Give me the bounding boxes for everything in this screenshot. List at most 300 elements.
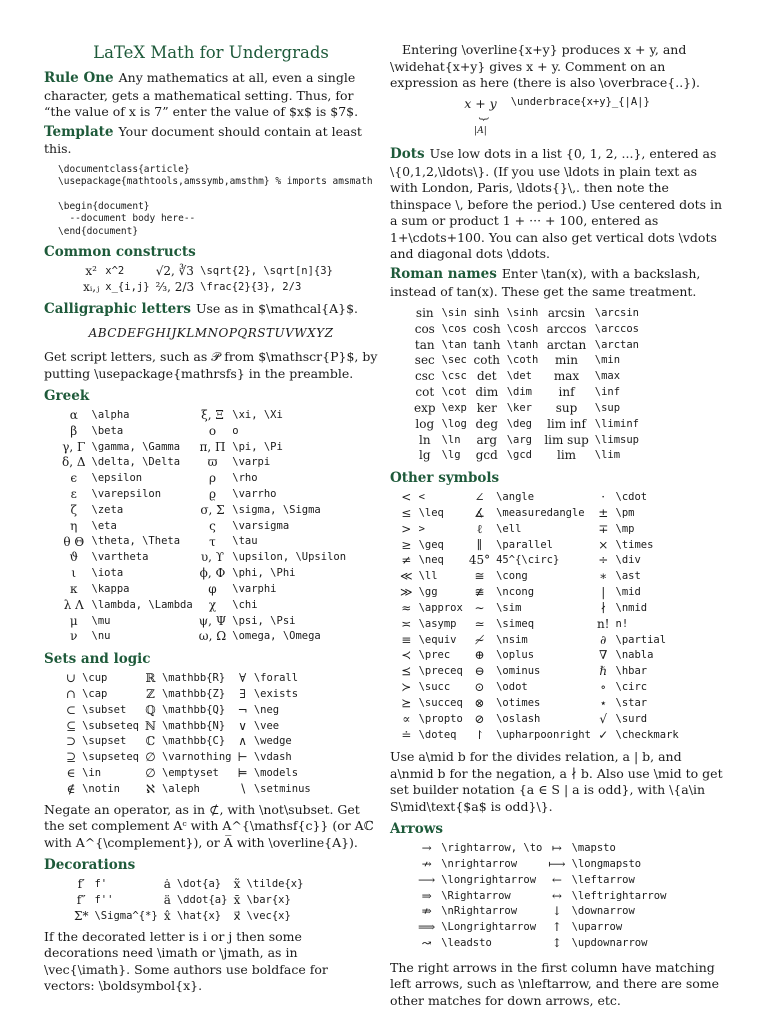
rendered-symbol: ∗: [599, 569, 608, 584]
latex-command: \ell: [496, 522, 522, 535]
latex-command: \downarrow: [571, 905, 635, 918]
other-symbol-row: [400, 680, 685, 696]
latex-command: \ncong: [496, 586, 535, 599]
latex-command: \forall: [253, 672, 299, 685]
latex-command: \arg: [506, 433, 532, 446]
latex-command: \theta, \Theta: [91, 535, 181, 548]
template-section: [44, 124, 378, 158]
latex-command: \log: [441, 417, 467, 430]
latex-command: \prec: [418, 649, 451, 662]
rendered-symbol: ≈: [401, 600, 412, 615]
rendered-symbol: ∖: [238, 781, 247, 796]
latex-command: \mapsto: [571, 842, 616, 855]
rendered-symbol: →: [421, 841, 432, 856]
other-symbol-row: [400, 633, 685, 649]
other-symbol-row: [400, 728, 685, 744]
latex-command: \hat{x}: [176, 909, 222, 922]
latex-command: \omega, \Omega: [232, 630, 321, 643]
rendered-symbol: β: [70, 423, 78, 438]
rendered-symbol: cosh: [472, 321, 501, 336]
other-symbol-row: [400, 569, 685, 585]
latex-command: \arccos: [594, 322, 640, 335]
page-title: LaTeX Math for Undergrads: [93, 43, 329, 62]
right-column: [390, 42, 724, 1012]
rendered-symbol: η: [70, 518, 78, 533]
rendered-symbol: ≤: [401, 505, 412, 520]
rendered-symbol: ∥: [476, 537, 483, 552]
rendered-symbol: ≻: [401, 680, 412, 695]
common-row: [83, 264, 339, 280]
rendered-symbol: ⇒: [421, 888, 432, 903]
latex-command: \supset: [82, 735, 127, 748]
latex-command: \max: [594, 370, 621, 383]
greek-row: [62, 629, 352, 645]
latex-command: \angle: [496, 491, 535, 504]
latex-command: \exists: [253, 687, 299, 700]
latex-command: \supseteq: [82, 751, 139, 764]
rendered-symbol: ∧: [238, 734, 248, 749]
rendered-symbol: σ, Σ: [200, 502, 225, 517]
rendered-symbol: ξ, Ξ: [201, 407, 224, 422]
other-symbol-row: [400, 522, 685, 538]
latex-command: \delta, \Delta: [91, 456, 181, 469]
rendered-symbol: min: [555, 353, 578, 368]
greek-row: [62, 455, 352, 471]
rendered-symbol: tanh: [473, 337, 501, 352]
rendered-symbol: ∤: [600, 600, 607, 615]
rendered-symbol: lg: [419, 448, 431, 463]
arrows-table: [418, 841, 672, 952]
rendered-symbol: ≍: [401, 616, 412, 631]
latex-command: \coth: [506, 354, 539, 367]
rendered-symbol: ∘: [600, 680, 607, 695]
rendered-symbol: ∈: [66, 766, 76, 781]
rendered-symbol: ∂: [600, 632, 607, 647]
rendered-symbol: ⊆: [66, 718, 77, 733]
latex-command: \tanh: [506, 338, 539, 351]
latex-command: \csc: [441, 370, 467, 383]
greek-row: [62, 424, 352, 440]
rendered-symbol: ∡: [474, 505, 485, 520]
latex-command: \parallel: [496, 538, 554, 551]
rendered-symbol: x⃗: [233, 908, 241, 923]
rendered-symbol: ∓: [598, 521, 609, 536]
rendered-symbol: dim: [475, 385, 499, 400]
rendered-symbol: sup: [555, 400, 578, 415]
latex-command: \longrightarrow: [441, 873, 537, 886]
latex-command: \sup: [594, 401, 621, 414]
latex-command: \limsup: [594, 433, 640, 446]
rendered-symbol: ν: [70, 629, 78, 644]
roman-row: [414, 417, 645, 433]
greek-row: [62, 440, 352, 456]
rendered-symbol: ⊇: [66, 750, 77, 765]
rendered-symbol: θ Θ: [63, 534, 85, 549]
decorations-after: If the decorated letter is i or j then some decorations need \imath or \jmath, as in \vec{\imath}. Some authors use boldface for vectors: \boldsymbol{x}.: [44, 928, 328, 994]
rendered-symbol: ⪯: [401, 664, 412, 679]
rendered-symbol: ∇: [599, 648, 608, 663]
rendered-symbol: ϖ: [207, 455, 218, 470]
latex-command: \lim: [594, 449, 621, 462]
latex-command: \otimes: [496, 696, 541, 709]
sets-logic-heading: Sets and logic: [44, 651, 151, 668]
latex-command: \varpi: [232, 456, 271, 469]
latex-command: \ast: [615, 570, 641, 583]
rendered-symbol: arctan: [546, 337, 587, 352]
other-symbol-row: [400, 664, 685, 680]
other-symbols-heading: Other symbols: [390, 470, 500, 487]
latex-command: \frac{2}{3}, 2/3: [200, 280, 302, 293]
latex-command: \exp: [441, 401, 467, 414]
sets-row: [66, 671, 317, 687]
rendered-symbol: ⊢: [237, 750, 248, 765]
rendered-symbol: ≺: [401, 648, 412, 663]
rendered-symbol: λ Λ: [63, 597, 84, 612]
rendered-symbol: ∅: [145, 750, 156, 765]
roman-section: [390, 266, 724, 300]
roman-row: [414, 433, 645, 449]
latex-command: \div: [615, 554, 641, 567]
latex-command: x_{i,j}: [105, 280, 150, 293]
latex-command: \subset: [82, 703, 127, 716]
latex-command: <: [418, 491, 425, 504]
latex-command: \mathbb{N}: [161, 719, 226, 732]
latex-command: \arcsin: [594, 306, 640, 319]
latex-command: \measuredangle: [496, 506, 585, 519]
rendered-symbol: ι: [71, 566, 77, 581]
latex-command: \ln: [441, 433, 461, 446]
rendered-symbol: ⟹: [418, 920, 436, 935]
other-symbols-table: [400, 490, 685, 743]
common-row: [83, 280, 339, 296]
rendered-symbol: ln: [418, 432, 431, 447]
sets-row: [66, 766, 317, 782]
latex-command: \varepsilon: [91, 488, 162, 500]
rendered-symbol: ±: [598, 505, 609, 520]
decoration-row: [74, 893, 309, 909]
other-symbol-row: [400, 712, 685, 728]
rendered-symbol: ⇏: [421, 904, 432, 919]
latex-command: \det: [506, 370, 532, 383]
roman-row: [414, 401, 645, 417]
latex-command: \simeq: [496, 617, 535, 630]
greek-table: [62, 408, 352, 645]
latex-command: o: [232, 424, 239, 437]
roman-heading: Roman names: [390, 265, 497, 282]
latex-command: \varrho: [232, 488, 277, 500]
rendered-symbol: ε: [70, 487, 77, 502]
rendered-symbol: γ, Γ: [62, 439, 86, 454]
rendered-symbol: ¬: [237, 702, 248, 717]
sets-logic-table: [66, 671, 317, 798]
latex-command: \sqrt{2}, \sqrt[n]{3}: [200, 264, 333, 277]
arrow-row: [418, 841, 672, 857]
latex-command: 45^{\circ}: [496, 554, 560, 567]
rendered-symbol: exp: [414, 400, 436, 415]
rendered-symbol: ⊕: [474, 648, 485, 663]
rendered-symbol: coth: [473, 353, 501, 368]
latex-command: \lg: [441, 449, 461, 462]
latex-command: \surd: [615, 712, 648, 725]
latex-command: \mp: [615, 522, 635, 535]
sets-row: [66, 782, 317, 798]
rendered-symbol: ≠: [401, 553, 412, 568]
rendered-symbol: ≡: [401, 632, 412, 647]
latex-command: \cong: [496, 570, 528, 583]
rendered-symbol: ⪰: [401, 695, 412, 710]
latex-command: \approx: [418, 601, 463, 614]
latex-command: \nu: [91, 630, 111, 643]
decoration-row: [74, 877, 309, 893]
rendered-symbol: ≐: [401, 727, 412, 742]
rendered-symbol: ⊗: [474, 695, 485, 710]
greek-heading: Greek: [44, 388, 90, 405]
rendered-symbol: ς: [209, 518, 216, 533]
rendered-symbol: ψ, Ψ: [198, 613, 227, 628]
latex-command: \mathbb{R}: [161, 672, 226, 685]
template-code: \documentclass{article} \usepackage{mathtools,amssymb,amsthm} % imports amsmath \begin{document} --document body here-- \end{document}: [58, 163, 373, 237]
rule-one-text: Any mathematics at all, even a single character, gets a mathematical setting. Thus, for “the value of x is 7” enter the value of $x$ is $7$.: [44, 69, 359, 120]
rendered-symbol: √2, ∛3: [155, 263, 194, 278]
rendered-symbol: sin: [415, 306, 434, 320]
latex-command: x^2: [105, 264, 125, 277]
other-symbol-row: [400, 538, 685, 554]
greek-row: [62, 582, 352, 598]
latex-command: \nmid: [615, 601, 648, 614]
latex-command: \cot: [441, 386, 467, 399]
latex-command: f': [94, 878, 108, 891]
latex-command: \propto: [418, 712, 463, 725]
rendered-symbol: inf: [558, 385, 575, 400]
rendered-symbol: ζ: [70, 502, 78, 517]
rendered-symbol: τ: [209, 534, 216, 549]
rendered-symbol: x²: [85, 263, 97, 278]
rendered-symbol: ←: [551, 872, 562, 887]
rendered-symbol: ȧ: [163, 877, 171, 892]
rendered-symbol: π, Π: [199, 439, 226, 454]
latex-command: \gcd: [506, 449, 532, 462]
rendered-symbol: ∀: [239, 671, 247, 686]
rendered-symbol: υ, ϒ: [200, 550, 225, 565]
arrow-row: [418, 889, 672, 905]
latex-command: \oslash: [496, 712, 541, 725]
latex-command: \mathbb{Q}: [161, 703, 226, 716]
rendered-symbol: ≫: [400, 585, 413, 600]
other-symbol-row: [400, 617, 685, 633]
latex-command: \lambda, \Lambda: [91, 598, 193, 611]
rendered-symbol: cos: [414, 321, 435, 336]
rendered-symbol: ÷: [598, 553, 609, 568]
latex-command: \bar{x}: [246, 893, 291, 906]
underbrace-brace-icon: }: [478, 115, 490, 123]
latex-command: \updownarrow: [571, 937, 648, 950]
latex-command: \pi, \Pi: [232, 440, 283, 453]
latex-command: \preceq: [418, 665, 463, 678]
template-text: Your document should contain at least this.: [44, 123, 362, 157]
rendered-symbol: ρ: [208, 471, 216, 486]
decoration-row: [74, 909, 309, 925]
calligraphic-after: Get script letters, such as 𝒫 from $\mathscr{P}$, by putting \usepackage{mathrsfs} in the preamble.: [44, 349, 378, 381]
rendered-symbol: ≇: [474, 585, 485, 600]
roman-row: [414, 306, 645, 322]
rendered-symbol: arg: [476, 432, 498, 447]
rendered-symbol: 45°: [468, 553, 491, 568]
sets-row: [66, 687, 317, 703]
sets-row: [66, 734, 317, 750]
latex-command: >: [418, 522, 425, 535]
other-symbol-row: [400, 648, 685, 664]
rendered-symbol: ⟶: [418, 872, 436, 887]
rendered-symbol: ↑: [551, 920, 562, 935]
greek-row: [62, 566, 352, 582]
rendered-symbol: x̃: [233, 877, 241, 892]
latex-command: \vee: [253, 719, 280, 732]
overline-text: Entering \overline{x+y} produces x + y, and \widehat{x+y} gives x + y. Comment on an expression as here (there is also \overbrace{..}).: [390, 42, 700, 90]
latex-command: \kappa: [91, 582, 130, 595]
template-heading: Template: [44, 123, 114, 140]
latex-command: \xi, \Xi: [232, 408, 283, 421]
rendered-symbol: sec: [414, 353, 435, 368]
latex-command: \cos: [441, 322, 467, 335]
roman-row: [414, 448, 645, 464]
latex-command: \models: [253, 767, 299, 780]
latex-command: \longmapsto: [571, 857, 642, 870]
rendered-symbol: ↓: [551, 904, 562, 919]
latex-command: \arctan: [594, 338, 640, 351]
latex-command: \aleph: [161, 782, 200, 795]
latex-command: \cdot: [615, 491, 648, 504]
latex-command: \tau: [232, 535, 258, 548]
latex-command: \dot{a}: [176, 878, 222, 891]
rendered-symbol: ↾: [474, 727, 485, 742]
latex-command: \nRightarrow: [441, 905, 518, 918]
latex-command: \Longrightarrow: [441, 921, 537, 934]
rendered-symbol: ↕: [551, 936, 562, 951]
latex-command: \iota: [91, 567, 124, 580]
other-symbol-row: [400, 490, 685, 506]
latex-command: \leftrightarrow: [571, 889, 667, 902]
rendered-symbol: ker: [476, 400, 497, 415]
other-symbol-row: [400, 601, 685, 617]
rendered-symbol: ⊃: [66, 734, 77, 749]
latex-command: \eta: [91, 519, 117, 532]
rendered-symbol: ✓: [598, 727, 609, 742]
latex-command: \min: [594, 354, 621, 367]
latex-command: \wedge: [253, 735, 292, 748]
latex-command: \circ: [615, 681, 648, 694]
latex-command: \succeq: [418, 696, 463, 709]
latex-command: \ker: [506, 401, 532, 414]
rendered-symbol: ·: [601, 490, 606, 505]
calligraphic-letters: ABCDEFGHIJKLMNOPQRSTUVWXYZ: [88, 326, 334, 341]
latex-command: \times: [615, 538, 654, 551]
rendered-symbol: arcsin: [547, 306, 586, 320]
rendered-symbol: tan: [414, 337, 435, 352]
latex-command: \emptyset: [161, 767, 219, 780]
rendered-symbol: cot: [415, 385, 435, 400]
arrow-row: [418, 904, 672, 920]
rendered-symbol: ∉: [66, 781, 76, 796]
latex-command: \zeta: [91, 503, 124, 516]
rendered-symbol: ⋆: [599, 695, 607, 710]
rule-one-heading: Rule One: [44, 69, 114, 86]
latex-command: \chi: [232, 598, 258, 611]
sets-row: [66, 750, 317, 766]
rendered-symbol: >: [401, 521, 412, 536]
roman-text: Enter \tan(x), with a backslash, instead of tan(x). These get the same treatment.: [390, 265, 701, 299]
rendered-symbol: ⊖: [474, 664, 485, 679]
latex-command: \neg: [253, 703, 280, 716]
rendered-symbol: f″: [76, 892, 86, 907]
latex-command: \sin: [441, 306, 467, 319]
rendered-symbol: csc: [414, 369, 435, 384]
latex-command: \alpha: [91, 408, 130, 421]
latex-command: \tilde{x}: [246, 878, 304, 891]
rendered-symbol: ℤ: [146, 686, 155, 701]
rendered-symbol: ℝ: [145, 671, 156, 686]
rendered-symbol: ↛: [421, 856, 432, 871]
latex-command: \ll: [418, 570, 438, 583]
rendered-symbol: ℂ: [145, 734, 156, 749]
greek-row: [62, 598, 352, 614]
rendered-symbol: ∅: [145, 766, 156, 781]
rendered-symbol: ℕ: [144, 718, 156, 733]
rule-one-section: [44, 70, 378, 121]
latex-command: \cosh: [506, 322, 539, 335]
greek-row: [62, 614, 352, 630]
rendered-symbol: lim inf: [547, 416, 586, 431]
rendered-symbol: ≅: [474, 569, 485, 584]
latex-command: \gg: [418, 586, 438, 599]
other-symbol-row: [400, 553, 685, 569]
rendered-symbol: ∃: [239, 686, 246, 701]
rendered-symbol: arccos: [546, 321, 587, 336]
rendered-symbol: ϑ: [69, 550, 79, 565]
rendered-symbol: ℚ: [145, 702, 156, 717]
rendered-symbol: log: [415, 416, 435, 431]
latex-command: \ominus: [496, 665, 541, 678]
latex-command: \gamma, \Gamma: [91, 440, 181, 453]
rendered-symbol: ∼: [474, 600, 485, 615]
decorations-table: [74, 877, 309, 924]
common-constructs-heading: Common constructs: [44, 243, 196, 260]
greek-row: [62, 535, 352, 551]
sets-after: Negate an operator, as in ⊄, with \not\subset. Get the set complement Aᶜ with A^{\mathsf{c}} (or Aℂ with A^{\complement}), or A̅ with \overline{A}).: [44, 801, 374, 850]
rendered-symbol: α: [69, 407, 78, 422]
rendered-symbol: x̂: [163, 908, 171, 923]
rendered-symbol: lim sup: [544, 432, 589, 447]
rendered-symbol: ℏ: [599, 664, 608, 679]
latex-command: \succ: [418, 681, 451, 694]
latex-command: \cup: [82, 672, 108, 685]
latex-command: \varnothing: [161, 751, 232, 764]
calligraphic-text: Use as in $\mathcal{A}$.: [195, 301, 359, 317]
common-constructs-table: [83, 264, 339, 296]
rendered-symbol: ↦: [551, 841, 562, 856]
decorations-heading: Decorations: [44, 857, 136, 874]
rendered-symbol: ∪: [66, 671, 77, 686]
underbrace-label: |A|: [474, 126, 487, 136]
latex-command: \upharpoonright: [496, 728, 591, 741]
rendered-symbol: ≪: [400, 569, 413, 584]
roman-row: [414, 385, 645, 401]
latex-command: \rightarrow, \to: [441, 842, 543, 855]
rendered-symbol: ⊨: [237, 766, 248, 781]
latex-command: \mu: [91, 614, 111, 627]
other-symbol-row: [400, 585, 685, 601]
latex-command: \Rightarrow: [441, 889, 511, 902]
latex-command: \odot: [496, 681, 528, 694]
